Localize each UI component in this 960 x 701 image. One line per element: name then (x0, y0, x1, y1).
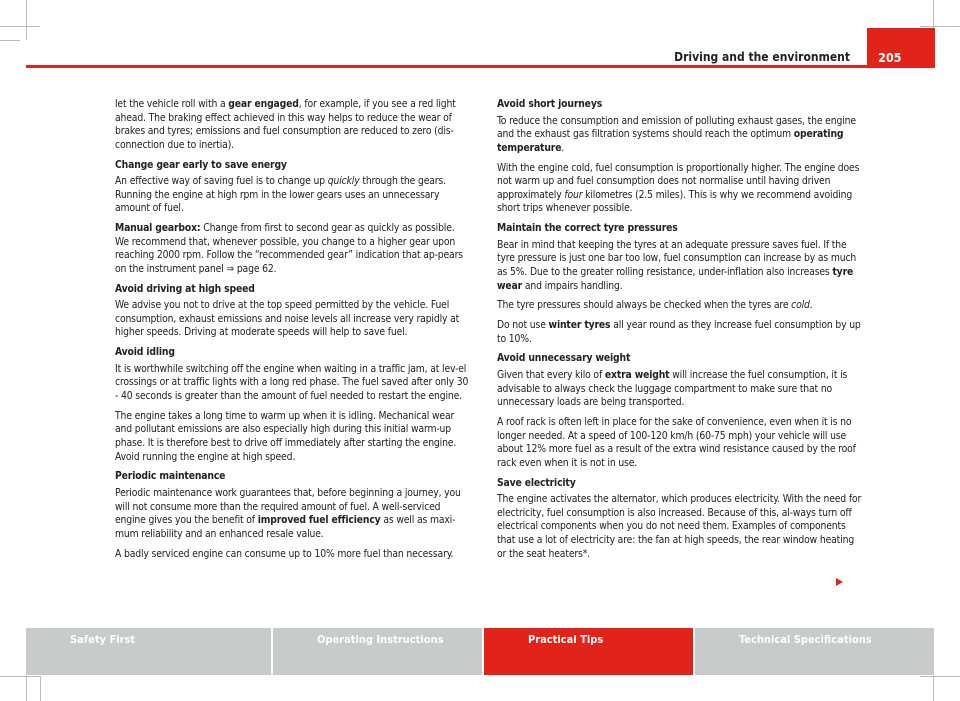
paragraph: A roof rack is often left in place for the sake of convenience, even when it is no longer needed. At a speed of 100-120 km/h (60-75 mph) your vehicle will use about 12% more fuel as a result of the extra wind resistance caused by the roof rack even when it is not in use. (497, 416, 856, 469)
subheading: Avoid idling (115, 346, 175, 359)
crop-mark (0, 26, 40, 27)
subheading: Change gear early to save energy (115, 158, 287, 171)
continue-arrow-icon (836, 578, 843, 586)
subheading: Maintain the correct tyre pressures (497, 222, 678, 235)
subheading: Save electricity (497, 476, 576, 489)
subheading: Avoid short journeys (497, 98, 603, 110)
subheading: Avoid driving at high speed (115, 282, 255, 295)
paragraph: With the engine cold, fuel consumption is proportionally higher. The engine does not warm up and fuel consumption does not normalise until having driven approximately four kilometres (2.5 miles). This is why we recommend avoiding short trips whenever possible. (497, 161, 860, 215)
crop-mark (920, 676, 960, 677)
paragraph: To reduce the consumption and emission of polluting exhaust gases, the engine and the exhaust gas filtration systems should reach the optimum operating temperature. (497, 114, 856, 154)
paragraph: Given that every kilo of extra weight will increase the fuel consumption, it is advisable to always check the luggage compartment to make sure that no unnecessary loads are being transported. (497, 369, 848, 409)
crop-mark (40, 676, 41, 701)
crop-mark (26, 0, 27, 40)
paragraph: An effective way of saving fuel is to change up quickly through the gears. Running the engine at high rpm in the lower gears uses an unnecessary amount of fuel. (115, 175, 446, 215)
crop-mark (933, 676, 934, 701)
paragraph: Bear in mind that keeping the tyres at an adequate pressure saves fuel. If the tyre pressure is just one bar too low, fuel consumption can increase by as much as 5%. Due to the greater rolling resistance, under-inflation also increases tyre wear and impairs handling. (497, 238, 857, 292)
crop-mark (26, 676, 27, 701)
crop-mark (0, 676, 40, 677)
paragraph: let the vehicle roll with a gear engaged, for example, if you see a red light ahead. The braking effect achieved in this way helps to reduce the wear of brakes and tyres; emissions and fuel consumption are reduced to zero (dis-connection due to inertia). (115, 98, 456, 151)
footer-nav (26, 628, 934, 675)
header-rule (26, 65, 934, 68)
paragraph: The engine takes a long time to warm up when it is idling. Mechanical wear and pollutant emissions are also especially high during this initial warm-up phase. It is therefore best to drive off immediately after starting the engine. Avoid running the engine at high speed. (115, 409, 457, 463)
tab-technical-specifications[interactable]: Technical Specifications (695, 628, 934, 675)
paragraph: Periodic maintenance work guarantees that, before beginning a journey, you will not consume more than the required amount of fuel. A well-serviced engine gives you the benefit of improved fuel efficiency as well as maxi-mum reliability and an enhanced resale value. (115, 486, 461, 540)
tab-operating-instructions[interactable]: Operating Instructions (273, 628, 482, 675)
paragraph: We advise you not to drive at the top speed permitted by the vehicle. Fuel consumption, exhaust emissions and noise levels all increase very rapidly at higher speeds. Driving at moderate speeds will help to save fuel. (115, 299, 460, 339)
subheading: Avoid unnecessary weight (497, 352, 631, 365)
tab-practical-tips[interactable]: Practical Tips (484, 628, 693, 675)
paragraph: The engine activates the alternator, which produces electricity. With the need for electricity, fuel consumption is also increased. Because of this, al-ways turn off electrical components when you do not need them. Examples of components that use a lot of electricity are: the fan at high speeds, the rear window heating or the seat heaters*. (497, 493, 862, 560)
paragraph: Manual gearbox: Change from first to second gear as quickly as possible. We recommend that, whenever possible, you change to a higher gear upon reaching 2000 rpm. Follow the “recommended gear” indication that ap-pears on the instrument panel ⇒ page 62. (115, 222, 463, 275)
paragraph: It is worthwhile switching off the engine when waiting in a traffic jam, at lev-el crossings or at traffic lights with a long red phase. The fuel saved after only 30 - 40 seconds is greater than the amount of fuel needed to restart the engine. (115, 362, 469, 403)
right-column (497, 98, 862, 567)
paragraph: Do not use winter tyres all year round as they increase fuel consumption by up to 10%. (497, 319, 861, 345)
crop-mark (0, 40, 20, 41)
section-title: Driving and the environment (674, 50, 850, 64)
page-number: 205 (878, 50, 902, 65)
left-column (115, 98, 470, 567)
tab-safety-first[interactable]: Safety First (26, 628, 271, 675)
crop-mark (920, 26, 960, 27)
paragraph: A badly serviced engine can consume up to 10% more fuel than necessary. (115, 547, 454, 560)
paragraph: The tyre pressures should always be checked when the tyres are cold. (497, 299, 813, 312)
subheading: Periodic maintenance (115, 470, 226, 483)
